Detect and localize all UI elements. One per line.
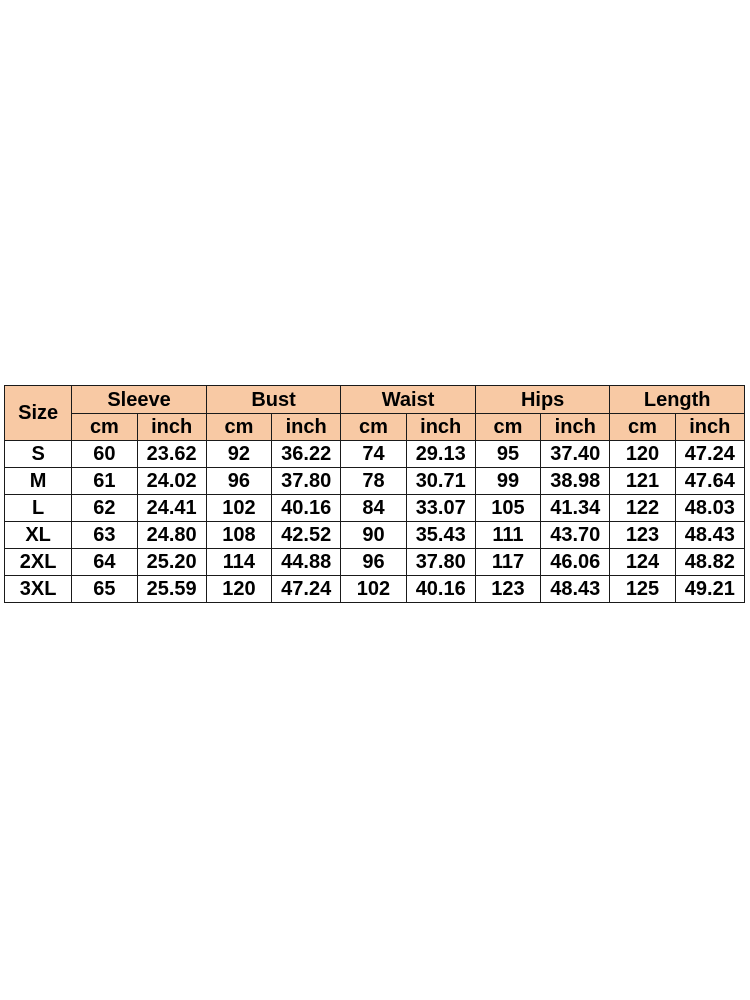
sleeve-cm-cell: 60 bbox=[72, 441, 137, 468]
hips-cm-cell: 99 bbox=[475, 468, 540, 495]
length-cm-cell: 125 bbox=[610, 576, 675, 603]
waist-cm-cell: 78 bbox=[341, 468, 406, 495]
sleeve-inch-cell: 25.59 bbox=[137, 576, 206, 603]
bust-inch-cell: 36.22 bbox=[272, 441, 341, 468]
waist-inch-cell: 40.16 bbox=[406, 576, 475, 603]
bust-inch-cell: 44.88 bbox=[272, 549, 341, 576]
hips-inch-cell: 43.70 bbox=[541, 522, 610, 549]
waist-header: Waist bbox=[341, 386, 476, 414]
bust-header: Bust bbox=[206, 386, 341, 414]
hips-cm-cell: 95 bbox=[475, 441, 540, 468]
bust-cm-cell: 120 bbox=[206, 576, 271, 603]
hips-cm-header: cm bbox=[475, 414, 540, 441]
sleeve-inch-cell: 25.20 bbox=[137, 549, 206, 576]
table-row bbox=[5, 522, 745, 549]
bust-inch-cell: 40.16 bbox=[272, 495, 341, 522]
header-group-row bbox=[5, 386, 745, 414]
waist-cm-cell: 96 bbox=[341, 549, 406, 576]
waist-inch-cell: 30.71 bbox=[406, 468, 475, 495]
size-cell: 3XL bbox=[5, 576, 72, 603]
hips-inch-cell: 46.06 bbox=[541, 549, 610, 576]
length-inch-cell: 47.64 bbox=[675, 468, 744, 495]
hips-inch-cell: 48.43 bbox=[541, 576, 610, 603]
bust-cm-cell: 108 bbox=[206, 522, 271, 549]
sleeve-header: Sleeve bbox=[72, 386, 207, 414]
hips-cm-cell: 105 bbox=[475, 495, 540, 522]
bust-cm-header: cm bbox=[206, 414, 271, 441]
bust-cm-cell: 102 bbox=[206, 495, 271, 522]
waist-inch-cell: 35.43 bbox=[406, 522, 475, 549]
sleeve-inch-cell: 24.41 bbox=[137, 495, 206, 522]
length-cm-cell: 123 bbox=[610, 522, 675, 549]
hips-cm-cell: 123 bbox=[475, 576, 540, 603]
size-cell: M bbox=[5, 468, 72, 495]
table-body bbox=[5, 441, 745, 603]
waist-cm-cell: 74 bbox=[341, 441, 406, 468]
hips-cm-cell: 111 bbox=[475, 522, 540, 549]
hips-cm-cell: 117 bbox=[475, 549, 540, 576]
sleeve-inch-cell: 24.80 bbox=[137, 522, 206, 549]
bust-cm-cell: 96 bbox=[206, 468, 271, 495]
hips-header: Hips bbox=[475, 386, 610, 414]
size-cell: S bbox=[5, 441, 72, 468]
sleeve-inch-cell: 24.02 bbox=[137, 468, 206, 495]
length-inch-cell: 49.21 bbox=[675, 576, 744, 603]
waist-cm-cell: 90 bbox=[341, 522, 406, 549]
size-cell: L bbox=[5, 495, 72, 522]
sleeve-cm-cell: 61 bbox=[72, 468, 137, 495]
waist-cm-cell: 102 bbox=[341, 576, 406, 603]
sleeve-cm-cell: 63 bbox=[72, 522, 137, 549]
length-cm-cell: 120 bbox=[610, 441, 675, 468]
length-header: Length bbox=[610, 386, 745, 414]
length-inch-cell: 47.24 bbox=[675, 441, 744, 468]
bust-inch-cell: 37.80 bbox=[272, 468, 341, 495]
waist-inch-cell: 29.13 bbox=[406, 441, 475, 468]
hips-inch-cell: 38.98 bbox=[541, 468, 610, 495]
bust-cm-cell: 114 bbox=[206, 549, 271, 576]
hips-inch-header: inch bbox=[541, 414, 610, 441]
table-row bbox=[5, 468, 745, 495]
waist-inch-header: inch bbox=[406, 414, 475, 441]
size-cell: 2XL bbox=[5, 549, 72, 576]
size-column-header: Size bbox=[5, 386, 72, 441]
table-row bbox=[5, 495, 745, 522]
table-row bbox=[5, 441, 745, 468]
header-unit-row bbox=[5, 414, 745, 441]
sleeve-cm-header: cm bbox=[72, 414, 137, 441]
length-cm-cell: 122 bbox=[610, 495, 675, 522]
sleeve-cm-cell: 62 bbox=[72, 495, 137, 522]
bust-inch-cell: 42.52 bbox=[272, 522, 341, 549]
length-inch-cell: 48.03 bbox=[675, 495, 744, 522]
size-cell: XL bbox=[5, 522, 72, 549]
waist-cm-cell: 84 bbox=[341, 495, 406, 522]
bust-inch-header: inch bbox=[272, 414, 341, 441]
bust-cm-cell: 92 bbox=[206, 441, 271, 468]
hips-inch-cell: 41.34 bbox=[541, 495, 610, 522]
sleeve-cm-cell: 64 bbox=[72, 549, 137, 576]
length-inch-cell: 48.43 bbox=[675, 522, 744, 549]
sleeve-inch-cell: 23.62 bbox=[137, 441, 206, 468]
length-inch-header: inch bbox=[675, 414, 744, 441]
table-header bbox=[5, 386, 745, 441]
hips-inch-cell: 37.40 bbox=[541, 441, 610, 468]
bust-inch-cell: 47.24 bbox=[272, 576, 341, 603]
waist-inch-cell: 33.07 bbox=[406, 495, 475, 522]
table-row bbox=[5, 576, 745, 603]
waist-inch-cell: 37.80 bbox=[406, 549, 475, 576]
sleeve-cm-cell: 65 bbox=[72, 576, 137, 603]
length-cm-header: cm bbox=[610, 414, 675, 441]
table-row bbox=[5, 549, 745, 576]
length-inch-cell: 48.82 bbox=[675, 549, 744, 576]
sleeve-inch-header: inch bbox=[137, 414, 206, 441]
length-cm-cell: 124 bbox=[610, 549, 675, 576]
waist-cm-header: cm bbox=[341, 414, 406, 441]
length-cm-cell: 121 bbox=[610, 468, 675, 495]
size-chart-table bbox=[4, 385, 745, 603]
